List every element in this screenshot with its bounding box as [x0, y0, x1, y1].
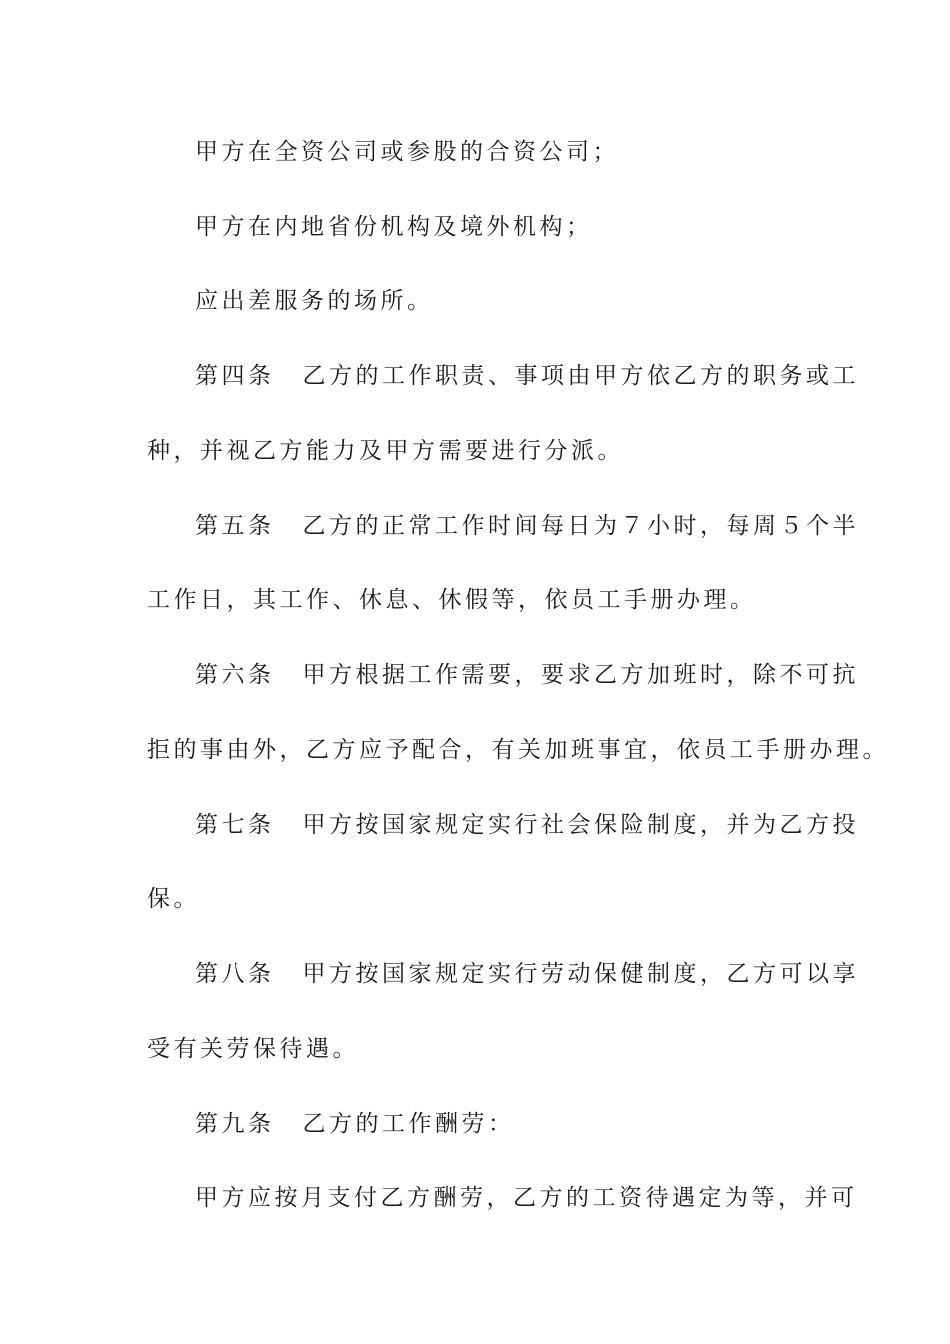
paragraph-line: 保。	[147, 886, 200, 912]
article-9-heading-line: 第九条 乙方的工作酬劳：	[195, 1111, 515, 1137]
article-number: 第四条	[195, 363, 275, 389]
paragraph-line: 甲方在内地省份机构及境外机构；	[195, 214, 593, 240]
paragraph-line: 甲方应按月支付乙方酬劳，乙方的工资待遇定为等，并可	[195, 1185, 858, 1211]
article-number: 第六条	[195, 662, 275, 688]
article-7-heading-line: 第七条 甲方按国家规定实行社会保险制度，并为乙方投	[195, 812, 859, 838]
paragraph-line: 受有关劳保待遇。	[147, 1036, 359, 1062]
article-number: 第九条	[195, 1111, 275, 1137]
article-5-heading-line: 第五条 乙方的正常工作时间每日为７小时，每周５个半	[195, 513, 859, 539]
article-number: 第五条	[195, 513, 275, 539]
paragraph-line: 拒的事由外，乙方应予配合，有关加班事宜，依员工手册办理。	[147, 737, 889, 763]
article-8-heading-line: 第八条 甲方按国家规定实行劳动保健制度，乙方可以享	[195, 961, 859, 987]
paragraph-line: 工作日，其工作、休息、休假等，依员工手册办理。	[147, 587, 757, 613]
article-number: 第八条	[195, 961, 275, 987]
paragraph-line: 种，并视乙方能力及甲方需要进行分派。	[147, 438, 624, 464]
paragraph-line: 甲方在全资公司或参股的合资公司；	[195, 139, 619, 165]
article-number: 第七条	[195, 812, 275, 838]
paragraph-line: 应出差服务的场所。	[195, 288, 434, 314]
article-6-heading-line: 第六条 甲方根据工作需要，要求乙方加班时，除不可抗	[195, 662, 859, 688]
article-4-heading-line: 第四条 乙方的工作职责、事项由甲方依乙方的职务或工	[195, 363, 859, 389]
